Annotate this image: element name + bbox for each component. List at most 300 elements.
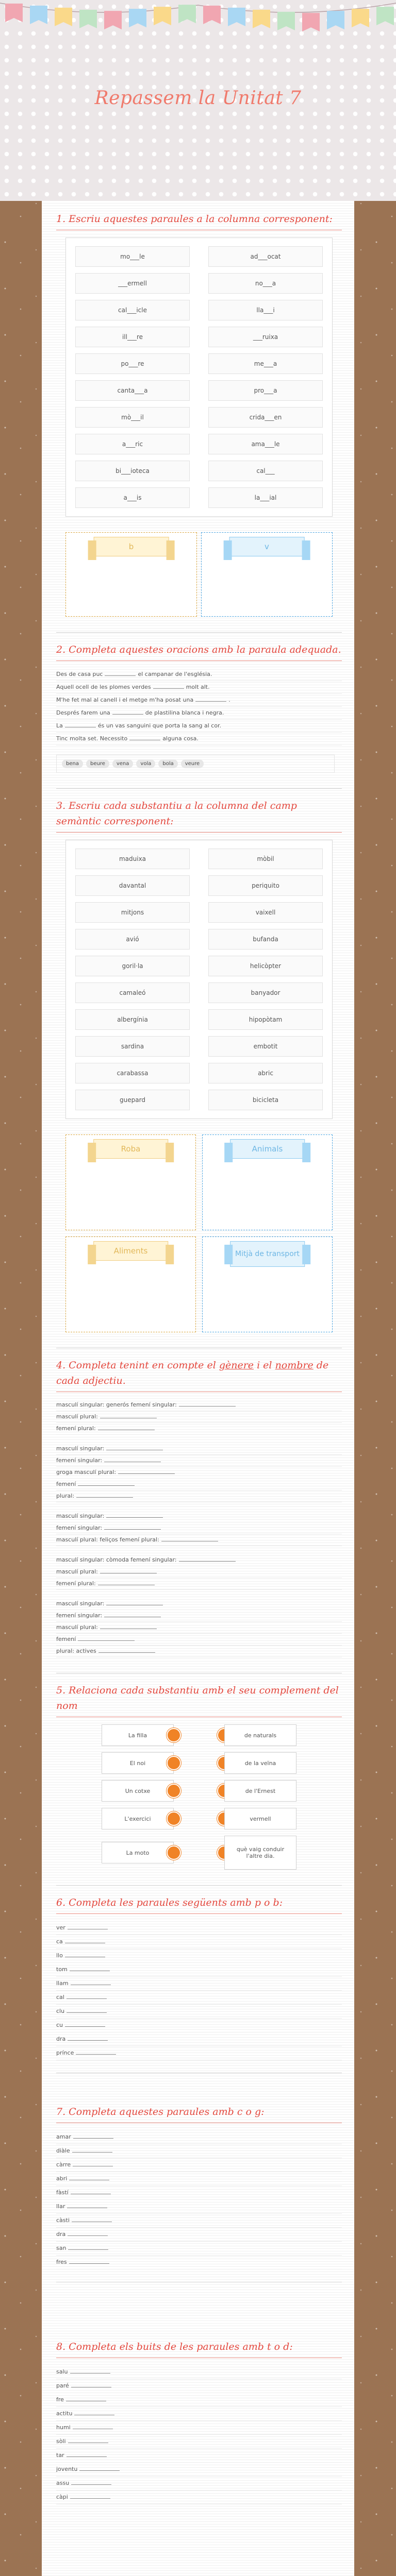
word-stem: prínce [56, 2049, 74, 2056]
sentence-line [56, 694, 342, 707]
worksheet-paper [42, 201, 354, 2576]
match-row [56, 1808, 342, 1829]
adjective-label: masculí plural: [56, 1413, 98, 1420]
draggable-word[interactable]: mitjons [75, 902, 190, 923]
sentence-end: és un vas sanguini que porta la sang al cor. [97, 722, 222, 729]
answer-blank[interactable] [76, 1492, 133, 1498]
answer-blank[interactable] [179, 1401, 236, 1406]
adjective-label: masculí plural: [56, 1568, 98, 1575]
pennant-flag [253, 10, 270, 28]
exercise-4-title-nombre: nombre [275, 1360, 314, 1371]
answer-blank[interactable] [104, 1456, 161, 1462]
word-line [56, 2365, 342, 2379]
pennant-flag [79, 10, 97, 28]
draggable-word[interactable]: guepard [75, 1090, 190, 1110]
draggable-word[interactable]: mòbil [208, 849, 323, 869]
word-chip[interactable]: bena [62, 759, 83, 768]
sentence-start: La [56, 722, 63, 729]
pennant-flag [352, 9, 369, 27]
word-line [56, 1949, 342, 1963]
word-list-7 [56, 2130, 342, 2269]
answer-blank[interactable] [68, 2438, 108, 2443]
answer-blank[interactable] [67, 2452, 107, 2457]
word-list-8 [56, 2365, 342, 2504]
word-line [56, 1991, 342, 2005]
match-left-item[interactable]: La moto [102, 1842, 174, 1863]
adjective-label: masculí singular: [56, 1600, 105, 1607]
answer-blank[interactable] [71, 2382, 111, 2387]
word-stem: amar [56, 2133, 71, 2140]
answer-blank[interactable] [72, 2147, 112, 2153]
sentence-start: Aquell ocell de les plomes verdes [56, 684, 151, 690]
word-line [56, 2393, 342, 2407]
answer-blank[interactable] [73, 2161, 113, 2166]
draggable-word[interactable]: goril·la [75, 956, 190, 976]
exercise-1 [56, 211, 342, 617]
pennant-flag [376, 7, 394, 25]
word-stem: actitu [56, 2410, 73, 2417]
exercise-4 [56, 1358, 342, 1657]
pennant-flag [228, 8, 245, 26]
word-stem: humi [56, 2424, 71, 2431]
answer-blank[interactable] [65, 722, 96, 727]
draggable-word[interactable]: ___ermell [75, 273, 190, 294]
answer-blank[interactable] [161, 1536, 218, 1541]
pennant-flag [55, 8, 72, 26]
adjective-label: femení singular: [56, 1457, 103, 1464]
adjective-line [56, 1598, 342, 1610]
word-line [56, 2005, 342, 2019]
word-stem: abri [56, 2175, 68, 2182]
draggable-word[interactable]: pro___a [208, 380, 323, 401]
draggable-word[interactable]: a___is [75, 487, 190, 508]
word-line [56, 2435, 342, 2449]
match-right-item[interactable]: de la veïna [224, 1752, 296, 1774]
divider [56, 788, 342, 789]
word-chip[interactable]: veure [181, 759, 204, 768]
adjective-label: femení singular: [56, 1612, 103, 1619]
adjective-label: masculí plural: [56, 1624, 98, 1631]
draggable-word[interactable]: ama___le [208, 434, 323, 454]
sentence-end: el campanar de l'església. [138, 671, 212, 677]
adjective-label: masculí singular: [56, 1513, 105, 1519]
answer-blank[interactable] [79, 2466, 120, 2471]
adjective-label: femení [56, 1481, 76, 1487]
answer-blank[interactable] [68, 2036, 108, 2041]
word-line [56, 2032, 342, 2046]
drop-zones-1 [65, 532, 333, 617]
draggable-word[interactable]: carabassa [75, 1063, 190, 1083]
answer-blank[interactable] [104, 1524, 161, 1530]
adjective-block [56, 1598, 342, 1657]
answer-blank[interactable] [68, 2231, 108, 2236]
word-stem: fre [56, 2396, 64, 2403]
pennant-flag [203, 6, 221, 24]
page-title: Repassem la Unitat 7 [94, 88, 302, 109]
draggable-word[interactable]: periquito [208, 875, 323, 896]
word-line [56, 2421, 342, 2435]
answer-blank[interactable] [106, 1445, 163, 1450]
match-left-item[interactable]: L'exercici [102, 1808, 174, 1829]
exercise-8 [56, 2339, 342, 2504]
word-line [56, 2228, 342, 2242]
answer-blank[interactable] [69, 2175, 109, 2180]
answer-blank[interactable] [106, 1600, 163, 1605]
drop-zone-b-label: b [93, 537, 169, 556]
adjective-line [56, 1423, 342, 1435]
answer-blank[interactable] [70, 2368, 110, 2374]
draggable-word[interactable]: mo___le [75, 246, 190, 267]
answer-blank[interactable] [72, 2217, 112, 2222]
adjective-label: groga masculí plural: [56, 1469, 117, 1476]
sentence-list [56, 668, 342, 745]
word-line [56, 2144, 342, 2158]
word-stem: assu [56, 2480, 70, 2486]
draggable-word[interactable]: hipopòtam [208, 1009, 323, 1030]
adjective-label: masculí plural: feliços femení plural: [56, 1536, 159, 1543]
adjective-line [56, 1634, 342, 1646]
drop-zone-roba[interactable] [65, 1134, 196, 1230]
draggable-word[interactable]: ___ruixa [208, 327, 323, 347]
exercise-5 [56, 1683, 342, 1870]
pennant-flag [5, 4, 23, 22]
answer-blank[interactable] [70, 2494, 110, 2499]
adjective-label: masculí singular: [56, 1445, 105, 1452]
adjective-label: plural: actives [56, 1648, 96, 1654]
answer-blank[interactable] [100, 1568, 157, 1573]
word-stem: salu [56, 2368, 68, 2375]
exercise-7-title: 7. Completa aquestes paraules amb c o g: [56, 2104, 342, 2123]
divider [56, 1885, 342, 1886]
exercise-4-title-prefix: 4. Completa tenint en compte el [56, 1360, 219, 1371]
answer-blank[interactable] [74, 2410, 114, 2415]
exercise-4-title [56, 1358, 342, 1392]
word-stem: dra [56, 2231, 66, 2238]
sentence-line [56, 720, 342, 733]
drop-zone-b[interactable] [65, 532, 197, 617]
answer-blank[interactable] [105, 670, 136, 676]
answer-blank[interactable] [68, 2245, 108, 2250]
draggable-word[interactable]: ill___re [75, 327, 190, 347]
answer-blank[interactable] [98, 1425, 155, 1430]
answer-blank[interactable] [78, 1480, 135, 1486]
exercise-4-title-suffix: de cada adjectiu. [56, 1360, 329, 1386]
adjective-label: plural: [56, 1493, 75, 1499]
answer-blank[interactable] [69, 2259, 109, 2264]
adjective-line [56, 1534, 342, 1546]
word-chip[interactable]: beure [86, 759, 109, 768]
answer-blank[interactable] [98, 1647, 155, 1653]
exercise-3 [56, 798, 342, 1332]
drop-zone-animals-label: Animals [230, 1139, 305, 1159]
drop-zone-animals[interactable] [202, 1134, 333, 1230]
word-chip[interactable]: vola [136, 759, 155, 768]
word-stem: joventu [56, 2466, 78, 2472]
answer-blank[interactable] [100, 1623, 157, 1629]
match-connector-left[interactable] [167, 1784, 181, 1798]
adjective-blocks [56, 1399, 342, 1657]
word-stem: llar [56, 2203, 65, 2210]
drop-zone-aliments[interactable] [65, 1236, 196, 1332]
drop-zone-roba-label: Roba [93, 1139, 169, 1159]
word-chip[interactable]: vena [112, 759, 134, 768]
word-line [56, 2130, 342, 2144]
divider [56, 632, 342, 633]
answer-blank[interactable] [100, 1413, 157, 1418]
adjective-line [56, 1566, 342, 1578]
answer-blank[interactable] [76, 2049, 116, 2055]
match-right-item[interactable]: de naturals [224, 1724, 296, 1746]
word-line [56, 2379, 342, 2393]
answer-blank[interactable] [67, 2203, 107, 2208]
answer-blank[interactable] [179, 1556, 236, 1562]
word-stem: càpi [56, 2494, 68, 2500]
answer-blank[interactable] [71, 2480, 111, 2485]
draggable-word[interactable]: davantal [75, 875, 190, 896]
word-stem: llo [56, 1952, 63, 1959]
adjective-block [56, 1443, 342, 1502]
match-connector-left[interactable] [167, 1728, 181, 1742]
sentence-end: molt alt. [186, 684, 210, 690]
answer-blank[interactable] [71, 2189, 111, 2194]
page-header [0, 0, 396, 201]
adjective-label: femení plural: [56, 1580, 96, 1587]
sentence-line [56, 733, 342, 745]
pennant-flag [154, 7, 171, 25]
word-stem: cal [56, 1994, 64, 2001]
sentence-start: Després farem una [56, 709, 110, 716]
pennant-flag [302, 13, 320, 31]
word-stem: ver [56, 1924, 65, 1931]
draggable-word[interactable]: maduixa [75, 849, 190, 869]
exercise-6-title: 6. Completa les paraules següents amb p o b: [56, 1895, 342, 1914]
word-stem: san [56, 2245, 67, 2251]
draggable-word[interactable]: cal___ [208, 461, 323, 481]
answer-blank[interactable] [153, 683, 184, 689]
match-left-item[interactable]: El noi [102, 1752, 174, 1774]
word-line [56, 2200, 342, 2214]
pennant-flag [129, 9, 146, 27]
word-stem: fres [56, 2259, 67, 2265]
word-stem: tom [56, 1966, 68, 1973]
answer-blank[interactable] [67, 1994, 107, 1999]
adjective-line [56, 1455, 342, 1467]
adjective-line [56, 1646, 342, 1657]
word-stem: diàle [56, 2147, 70, 2154]
adjective-line [56, 1578, 342, 1590]
match-connector-left[interactable] [167, 1811, 181, 1826]
word-line [56, 1935, 342, 1949]
exercise-6 [56, 1895, 342, 2060]
pennant-flag [178, 5, 196, 23]
sentence-line [56, 681, 342, 694]
drop-zone-aliments-label: Aliments [93, 1241, 169, 1261]
draggable-word[interactable]: crida___en [208, 407, 323, 428]
adjective-line [56, 1511, 342, 1522]
draggable-word[interactable]: avió [75, 929, 190, 950]
adjective-block [56, 1511, 342, 1546]
draggable-word[interactable]: ad___ocat [208, 246, 323, 267]
answer-blank[interactable] [78, 1635, 135, 1641]
draggable-word[interactable]: lla___i [208, 300, 323, 320]
word-line [56, 1963, 342, 1977]
adjective-block [56, 1554, 342, 1590]
word-line [56, 1977, 342, 1991]
word-line [56, 2214, 342, 2228]
draggable-word[interactable]: canta___a [75, 380, 190, 401]
answer-blank[interactable] [73, 2133, 113, 2139]
drop-zone-transport-label: Mitjà de transport [230, 1241, 305, 1267]
answer-blank[interactable] [129, 735, 160, 740]
adjective-block [56, 1399, 342, 1435]
adjective-line [56, 1399, 342, 1411]
draggable-word[interactable]: bi___ioteca [75, 461, 190, 481]
draggable-word[interactable]: banyador [208, 982, 323, 1003]
pennant-flag [327, 11, 344, 29]
exercise-8-title: 8. Completa els buits de les paraules amb t o d: [56, 2339, 342, 2358]
match-row [56, 1780, 342, 1802]
exercise-3-title: 3. Escriu cada substantiu a la columna del camp semàntic corresponent: [56, 798, 342, 833]
adjective-label: masculí singular: còmoda femení singular: [56, 1556, 177, 1563]
word-stem: cu [56, 2022, 63, 2028]
drop-zone-transport[interactable] [202, 1236, 333, 1332]
adjective-line [56, 1490, 342, 1502]
sentence-start: Tinc molta set. Necessito [56, 735, 128, 742]
answer-blank[interactable] [65, 1952, 105, 1957]
word-stem: llam [56, 1980, 69, 1987]
match-connector-left[interactable] [167, 1756, 181, 1770]
word-list-6 [56, 1921, 342, 2060]
answer-blank[interactable] [67, 2008, 107, 2013]
word-stem: clu [56, 2008, 65, 2014]
word-line [56, 2463, 342, 2477]
exercise-4-title-genere: gènere [219, 1360, 254, 1371]
answer-blank[interactable] [98, 1580, 155, 1585]
sentence-start: M'he fet mal al canell i el metge m'ha posat una [56, 697, 194, 703]
match-row [56, 1836, 342, 1870]
answer-blank[interactable] [65, 1938, 105, 1943]
exercise-7 [56, 2104, 342, 2269]
draggable-word[interactable]: vaixell [208, 902, 323, 923]
word-chip[interactable]: bola [158, 759, 177, 768]
word-chip-bank [56, 755, 335, 773]
adjective-line [56, 1443, 342, 1455]
exercise-2 [56, 642, 342, 773]
sentence-end: de plastilina blanca i negra. [145, 709, 224, 716]
word-bank-3 [65, 840, 333, 1119]
draggable-word[interactable]: a___ric [75, 434, 190, 454]
word-line [56, 2019, 342, 2032]
adjective-line [56, 1610, 342, 1622]
word-line [56, 2407, 342, 2421]
answer-blank[interactable] [68, 1924, 108, 1929]
adjective-line [56, 1411, 342, 1423]
draggable-word[interactable]: mò___il [75, 407, 190, 428]
match-row [56, 1752, 342, 1774]
adjective-line [56, 1622, 342, 1634]
word-line [56, 2256, 342, 2269]
adjective-label: femení [56, 1636, 76, 1642]
word-stem: càrre [56, 2161, 71, 2168]
draggable-word[interactable]: no___a [208, 273, 323, 294]
answer-blank[interactable] [104, 1612, 161, 1617]
draggable-word[interactable]: sardina [75, 1036, 190, 1057]
answer-blank[interactable] [70, 1966, 110, 1971]
word-stem: sòli [56, 2438, 66, 2445]
draggable-word[interactable]: camaleó [75, 982, 190, 1003]
word-line [56, 2158, 342, 2172]
matching-list [56, 1724, 342, 1870]
match-left-item[interactable]: Un cotxe [102, 1780, 174, 1802]
word-line [56, 1921, 342, 1935]
drop-zones-3 [65, 1134, 333, 1332]
drop-zone-v[interactable] [201, 532, 333, 617]
draggable-word[interactable]: po___re [75, 353, 190, 374]
match-left-item[interactable]: La filla [102, 1724, 174, 1746]
answer-blank[interactable] [106, 1512, 163, 1518]
adjective-label: femení plural: [56, 1425, 96, 1432]
exercise-1-title: 1. Escriu aquestes paraules a la columna corresponent: [56, 211, 342, 230]
draggable-word[interactable]: abric [208, 1063, 323, 1083]
sentence-line [56, 707, 342, 720]
adjective-label: femení singular: [56, 1524, 103, 1531]
pennant-flag [104, 11, 122, 29]
word-stem: tar [56, 2452, 64, 2459]
draggable-word[interactable]: la___ial [208, 487, 323, 508]
answer-blank[interactable] [118, 1468, 175, 1474]
sentence-end: alguna cosa. [162, 735, 199, 742]
word-stem: ca [56, 1938, 63, 1945]
word-bank-1 [65, 238, 333, 517]
exercise-2-title: 2. Completa aquestes oracions amb la paraula adequada. [56, 642, 342, 661]
adjective-line [56, 1554, 342, 1566]
answer-blank[interactable] [66, 2396, 106, 2401]
exercise-4-title-mid: i el [254, 1360, 275, 1371]
match-right-item[interactable]: de l'Ernest [224, 1780, 296, 1802]
sentence-line [56, 668, 342, 681]
draggable-word[interactable]: helicòpter [208, 956, 323, 976]
answer-blank[interactable] [195, 696, 226, 702]
adjective-label: masculí singular: generós femení singular: [56, 1401, 177, 1408]
match-right-item[interactable]: vermell [224, 1808, 296, 1829]
match-right-item[interactable]: què vaig conduir l'altre dia. [224, 1836, 296, 1870]
answer-blank[interactable] [65, 2022, 105, 2027]
word-stem: dra [56, 2036, 66, 2042]
drop-zone-v-label: v [229, 537, 305, 556]
word-line [56, 2242, 342, 2256]
word-stem: paré [56, 2382, 69, 2389]
draggable-word[interactable]: bufanda [208, 929, 323, 950]
adjective-line [56, 1479, 342, 1490]
answer-blank[interactable] [71, 1980, 111, 1985]
word-grid-1 [75, 246, 323, 508]
draggable-word[interactable]: me___a [208, 353, 323, 374]
word-line [56, 2186, 342, 2200]
match-connector-left[interactable] [167, 1845, 181, 1860]
word-line [56, 2046, 342, 2060]
draggable-word[interactable]: albergínia [75, 1009, 190, 1030]
draggable-word[interactable]: bicicleta [208, 1090, 323, 1110]
answer-blank[interactable] [112, 709, 143, 715]
exercise-5-title: 5. Relaciona cada substantiu amb el seu complement del nom [56, 1683, 342, 1717]
word-line [56, 2490, 342, 2504]
word-stem: fàstí [56, 2189, 69, 2196]
word-line [56, 2477, 342, 2490]
answer-blank[interactable] [73, 2424, 113, 2429]
draggable-word[interactable]: cal___icle [75, 300, 190, 320]
bunting-decoration [0, 0, 396, 52]
draggable-word[interactable]: embotit [208, 1036, 323, 1057]
